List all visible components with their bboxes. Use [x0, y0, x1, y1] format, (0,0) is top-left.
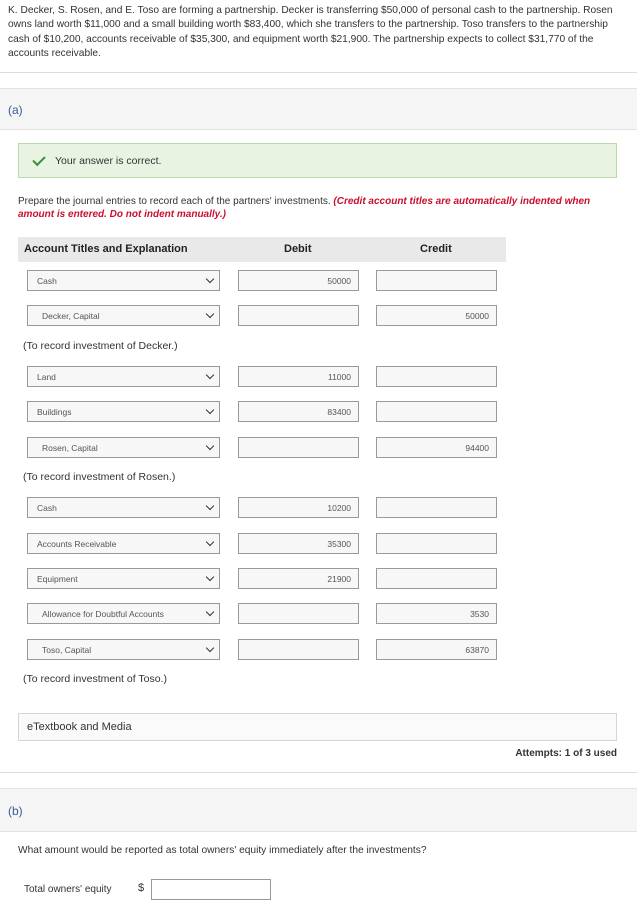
memo-toso: (To record investment of Toso.) [23, 673, 167, 685]
debit-input[interactable] [238, 437, 359, 458]
debit-input[interactable]: 35300 [238, 533, 359, 554]
debit-input[interactable] [238, 639, 359, 660]
problem-statement: K. Decker, S. Rosen, and E. Toso are forming a partnership. Decker is transferring $50,000 of personal cash to the partnership. Rosen owns land worth $11,000 and a small building worth $83,400, which she transfers to the partnership. Toso transfers to the partnership cash of $10,200, accounts receivable of $35,300, and equipment worth $21,900. The partnership expects to collect $31,770 of the accounts receivable. [8, 5, 613, 59]
credit-input[interactable] [376, 533, 497, 554]
credit-input[interactable]: 94400 [376, 437, 497, 458]
etextbook-media-button[interactable] [18, 713, 617, 741]
chevron-down-icon [206, 644, 214, 652]
memo-rosen: (To record investment of Rosen.) [23, 471, 176, 483]
chevron-down-icon [206, 406, 214, 414]
part-b-question: What amount would be reported as total owners' equity immediately after the investments? [18, 845, 427, 856]
account-select[interactable]: Toso, Capital [27, 639, 220, 660]
chevron-down-icon [206, 502, 214, 510]
part-b-header [0, 788, 637, 832]
chevron-down-icon [206, 310, 214, 318]
col-account-header: Account Titles and Explanation [24, 243, 188, 255]
divider [0, 72, 637, 73]
account-select[interactable]: Allowance for Doubtful Accounts [27, 603, 220, 624]
account-select[interactable]: Accounts Receivable [27, 533, 220, 554]
correct-message: Your answer is correct. [55, 155, 162, 167]
etextbook-label: eTextbook and Media [27, 721, 132, 733]
debit-input[interactable]: 21900 [238, 568, 359, 589]
total-owners-equity-input[interactable] [151, 879, 271, 900]
credit-input[interactable] [376, 568, 497, 589]
credit-input[interactable] [376, 401, 497, 422]
account-select[interactable]: Rosen, Capital [27, 437, 220, 458]
chevron-down-icon [206, 608, 214, 616]
checkmark-icon [32, 153, 45, 166]
instructions-note: (Credit account titles are automatically indented when amount is entered. Do not indent manually.) [18, 196, 591, 220]
chevron-down-icon [206, 371, 214, 379]
credit-input[interactable] [376, 366, 497, 387]
debit-input[interactable] [238, 305, 359, 326]
debit-input[interactable]: 11000 [238, 366, 359, 387]
col-debit-header: Debit [284, 243, 312, 255]
journal-table-header [18, 237, 506, 262]
part-a-header [0, 88, 637, 130]
account-select[interactable]: Land [27, 366, 220, 387]
debit-input[interactable] [238, 603, 359, 624]
col-credit-header: Credit [420, 243, 452, 255]
divider [0, 772, 637, 773]
total-owners-equity-label: Total owners' equity [24, 884, 112, 895]
chevron-down-icon [206, 573, 214, 581]
credit-input[interactable] [376, 270, 497, 291]
debit-input[interactable]: 50000 [238, 270, 359, 291]
debit-input[interactable]: 83400 [238, 401, 359, 422]
correct-banner [18, 143, 617, 178]
chevron-down-icon [206, 442, 214, 450]
credit-input[interactable]: 50000 [376, 305, 497, 326]
account-select[interactable]: Decker, Capital [27, 305, 220, 326]
account-select[interactable]: Cash [27, 270, 220, 291]
credit-input[interactable]: 63870 [376, 639, 497, 660]
part-a-label: (a) [8, 103, 23, 117]
credit-input[interactable]: 3530 [376, 603, 497, 624]
credit-input[interactable] [376, 497, 497, 518]
part-b-label: (b) [8, 804, 23, 818]
account-select[interactable]: Cash [27, 497, 220, 518]
account-select[interactable]: Buildings [27, 401, 220, 422]
chevron-down-icon [206, 538, 214, 546]
memo-decker: (To record investment of Decker.) [23, 340, 178, 352]
debit-input[interactable]: 10200 [238, 497, 359, 518]
attempts-counter: Attempts: 1 of 3 used [515, 748, 617, 759]
instructions [18, 196, 608, 221]
chevron-down-icon [206, 275, 214, 283]
account-select[interactable]: Equipment [27, 568, 220, 589]
currency-symbol: $ [138, 882, 145, 894]
instructions-text: Prepare the journal entries to record each of the partners' investments. [18, 196, 331, 207]
